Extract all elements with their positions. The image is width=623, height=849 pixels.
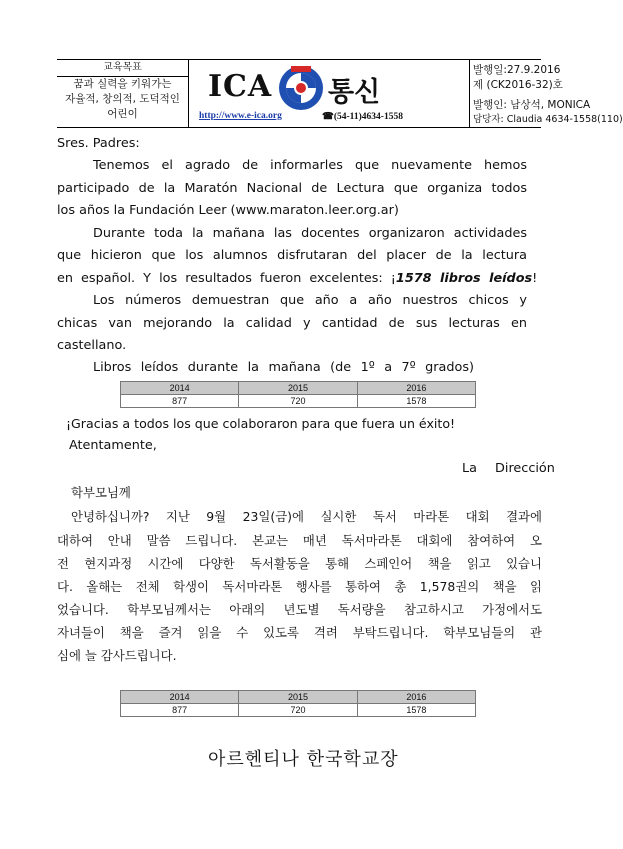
education-goal-line: 꿈과 실력을 키워가는 [73,78,172,90]
thanks-line: ¡Gracias a todos los que colaboraron para que fuera un éxito! [66,416,456,431]
contact-person: 담당자: Claudia 4634-1558(110) [473,114,623,125]
korean-paragraph-line: 대하여 안내 말씀 드립니다. 본교는 매년 독서마라톤 대회에 참여하여 오 [57,533,542,548]
school-logo-icon [277,64,325,112]
korean-paragraph-line: 자녀들이 책을 즐겨 읽을 수 있도록 격려 부탁드립니다. 학부모님들의 관 [57,625,542,640]
closing-line: Atentamente, [69,438,157,453]
brand-korean: 통신 [328,77,381,108]
publisher: 발행인: 남상석, MONICA [473,99,591,111]
table-header-cell: 2014 [121,382,239,395]
spanish-paragraph-line: chicas van mejorando la calidad y cantidad de sus lecturas en [57,316,527,331]
books-read-highlight: 1578 libros leídos [395,271,533,286]
korean-paragraph-line: 안녕하십니까? 지난 9월 23일(금)에 실시한 독서 마라톤 대회 결과에 [71,509,542,524]
education-goal-title: 교육목표 [57,60,188,77]
table-header-cell: 2015 [239,382,357,395]
education-goal-box [57,60,189,127]
brand-box [188,60,470,127]
table-header-cell: 2015 [239,691,357,704]
spanish-paragraph-line: castellano. [57,338,127,353]
brand-name: ICA [208,69,273,104]
spanish-paragraph-line: Los números demuestran que año a año nuestros chicos y [93,293,527,308]
newsletter-header [57,59,623,128]
table-header-row [121,382,476,395]
publish-date: 발행일:27.9.2016 [473,64,561,76]
table-cell: 877 [121,395,239,408]
table-row [121,395,476,408]
table-header-row [121,691,476,704]
table-header-cell: 2016 [357,691,475,704]
spanish-paragraph-line: los años la Fundación Leer (www.maraton.leer.org.ar) [57,203,399,218]
table-cell: 877 [121,704,239,717]
books-read-table-korean [120,690,476,717]
table-cell: 720 [239,704,357,717]
spanish-paragraph-line: que hicieron que los alumnos disfrutaran del placer de la lectura [57,248,527,263]
table-cell: 720 [239,395,357,408]
korean-greeting: 학부모님께 [71,485,131,500]
spanish-paragraph-line: participado de la Maratón Nacional de Lectura que organiza todos [57,181,527,196]
korean-paragraph-line: 었습니다. 학부모님께서는 아래의 년도별 독서량을 참고하시고 가정에서도 [57,602,542,617]
table-cell: 1578 [357,704,475,717]
table-header-cell: 2016 [357,382,475,395]
korean-paragraph-line: 전 현지과정 시간에 다양한 독서활동을 통해 스페인어 책을 읽고 있습니 [57,556,542,571]
spanish-signature: La Dirección [462,461,555,476]
table-header-cell: 2014 [121,691,239,704]
table-caption: Libros leídos durante la mañana (de 1º a 7º grados) [93,360,474,375]
table-cell: 1578 [357,395,475,408]
education-goal-line: 어린이 [107,108,138,120]
education-goal-line: 자율적, 창의적, 도덕적인 [65,93,180,105]
issue-number: 제 (CK2016-32)호 [473,79,563,91]
spanish-greeting: Sres. Padres: [57,136,140,151]
spanish-paragraph-line: Tenemos el agrado de informarles que nuevamente hemos [93,158,527,173]
korean-signature: 아르헨티나 한국학교장 [208,749,399,770]
publication-info [469,60,623,127]
phone-number: ☎(54-11)4634-1558 [322,112,403,122]
korean-paragraph-line: 다. 올해는 전체 학생이 독서마라톤 행사를 통하여 총 1,578권의 책을 읽 [57,579,542,594]
korean-paragraph-line: 심에 늘 감사드립니다. [57,648,177,663]
table-row [121,704,476,717]
spanish-paragraph-line: Durante toda la mañana las docentes organizaron actividades [93,226,527,241]
website-link[interactable]: http://www.e-ica.org [199,111,282,121]
spanish-paragraph-line: en español. Y los resultados fueron excelentes: ¡1578 libros leídos! [57,271,538,286]
books-read-table [120,381,476,408]
